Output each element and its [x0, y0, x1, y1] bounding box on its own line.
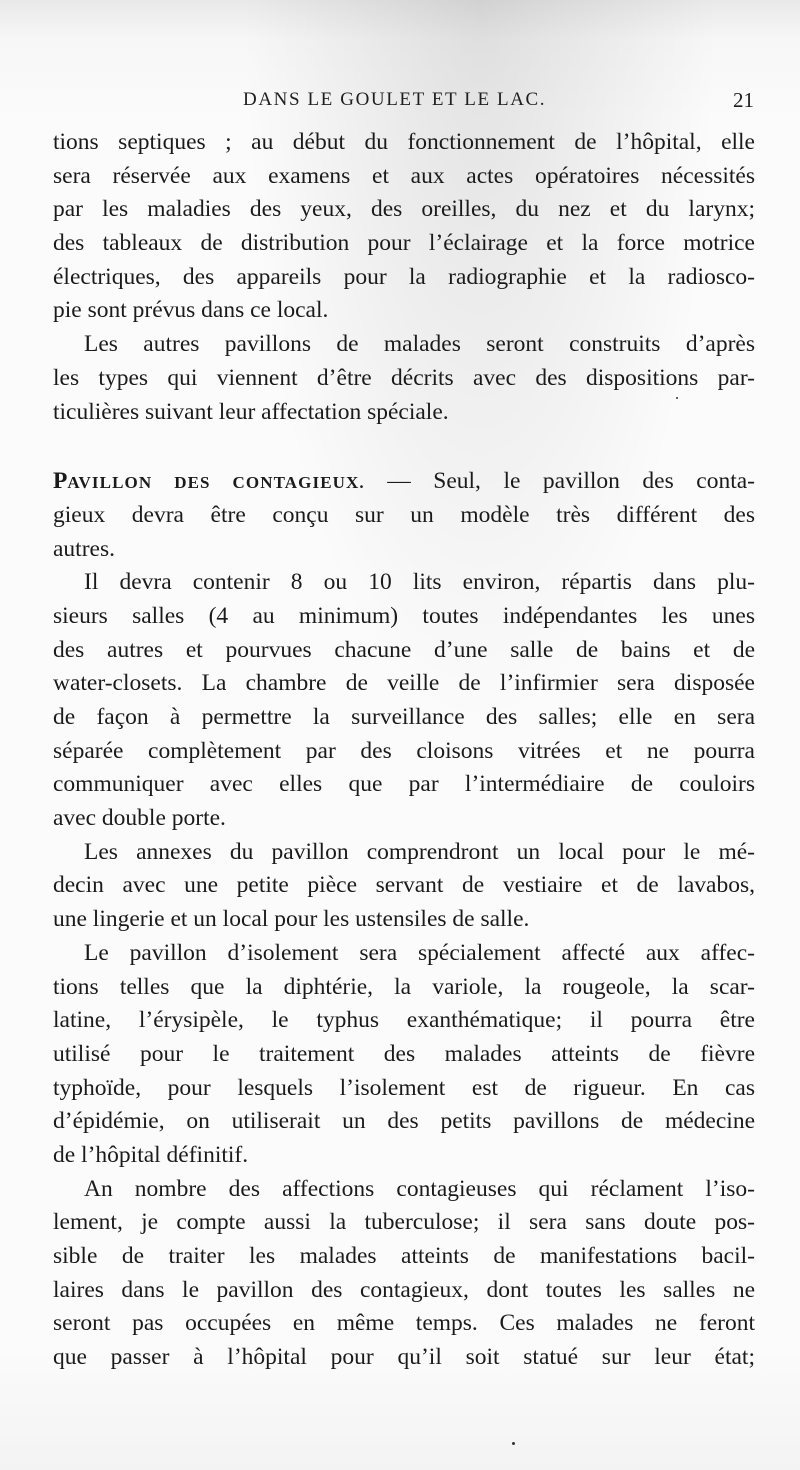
- text-line: seront pas occupées en même temps. Ces malades ne feront: [53, 1310, 755, 1337]
- text-line: laires dans le pavillon des contagieux, dont toutes les salles ne: [53, 1276, 755, 1303]
- text-line: water-closets. La chambre de veille de l’infirmier sera disposée: [53, 670, 755, 697]
- section-gap: [53, 429, 755, 465]
- text-line: une lingerie et un local pour les ustensiles de salle.: [53, 906, 530, 933]
- text-line: que passer à l’hôpital pour qu’il soit statué sur leur état;: [53, 1344, 755, 1371]
- text-line: autres.: [53, 535, 115, 562]
- text-line: utilisé pour le traitement des malades atteints de fièvre: [53, 1040, 755, 1067]
- text-line: séparée complètement par des cloisons vitrées et ne pourra: [53, 737, 755, 764]
- text-line: avec double porte.: [53, 805, 226, 832]
- text-line: Les autres pavillons de malades seront construits d’après: [84, 331, 755, 358]
- body-text: [53, 126, 755, 1375]
- text-line: ticulières suivant leur affectation spéciale.: [53, 398, 449, 425]
- text-line: d’épidémie, on utiliserait un des petits pavillons de médecine: [53, 1108, 755, 1135]
- section-heading-initial: P: [53, 468, 68, 495]
- page-number: 21: [733, 88, 754, 112]
- text-line: des tableaux de distribution pour l’éclairage et la force motrice: [53, 230, 755, 257]
- text-line: Les annexes du pavillon comprendront un local pour le mé-: [84, 838, 755, 865]
- text-line: par les maladies des yeux, des oreilles, du nez et du larynx;: [53, 196, 755, 223]
- text-line: sieurs salles (4 au minimum) toutes indépendantes les unes: [53, 602, 755, 629]
- text-line: électriques, des appareils pour la radiographie et la radiosco-: [53, 263, 755, 290]
- text-line: des autres et pourvues chacune d’une salle de bains et de: [53, 636, 755, 663]
- text-line: decin avec une petite pièce servant de vestiaire et de lavabos,: [53, 872, 755, 899]
- text-line: sible de traiter les malades atteints de manifestations bacil-: [53, 1243, 755, 1269]
- text-line: les types qui viennent d’être décrits avec des dispositions par-: [53, 364, 755, 391]
- text-line: lement, je compte aussi la tuberculose; il sera sans doute pos-: [53, 1209, 755, 1236]
- text-line: An nombre des affections contagieuses qui réclament l’iso-: [84, 1175, 755, 1202]
- text-line: de façon à permettre la surveillance des salles; elle en sera: [53, 704, 755, 730]
- text-line: Il devra contenir 8 ou 10 lits environ, répartis dans plu-: [84, 569, 755, 596]
- paper-speck: [512, 1442, 515, 1445]
- text-line: de l’hôpital définitif.: [53, 1141, 249, 1168]
- text-line: tions telles que la diphtérie, la variole, la rougeole, la scar-: [53, 973, 755, 1000]
- section-heading-dash: —: [364, 468, 434, 495]
- section-heading-line: [53, 465, 755, 499]
- text-line: gieux devra être conçu sur un modèle très différent des: [53, 501, 755, 528]
- text-line: pie sont prévus dans ce local.: [53, 297, 329, 324]
- text-line: sera réservée aux examens et aux actes opératoires nécessités: [53, 162, 755, 189]
- text-line: communiquer avec elles que par l’intermédiaire de couloirs: [53, 771, 755, 798]
- text-line: latine, l’érysipèle, le typhus exanthématique; il pourra être: [53, 1007, 755, 1034]
- text-line: tions septiques ; au début du fonctionnement de l’hôpital, elle: [53, 129, 755, 155]
- paper-speck: [676, 397, 678, 399]
- text-line: typhoïde, pour lesquels l’isolement est de rigueur. En cas: [53, 1074, 755, 1101]
- running-head: [0, 84, 800, 116]
- running-title: DANS LE GOULET ET LE LAC.: [243, 89, 547, 110]
- section-heading: AVILLON DES CONTAGIEUX.: [67, 473, 365, 493]
- text-line-run: Seul, le pavillon des conta-: [433, 468, 755, 495]
- text-line: Le pavillon d’isolement sera spécialement affecté aux affec-: [84, 939, 755, 966]
